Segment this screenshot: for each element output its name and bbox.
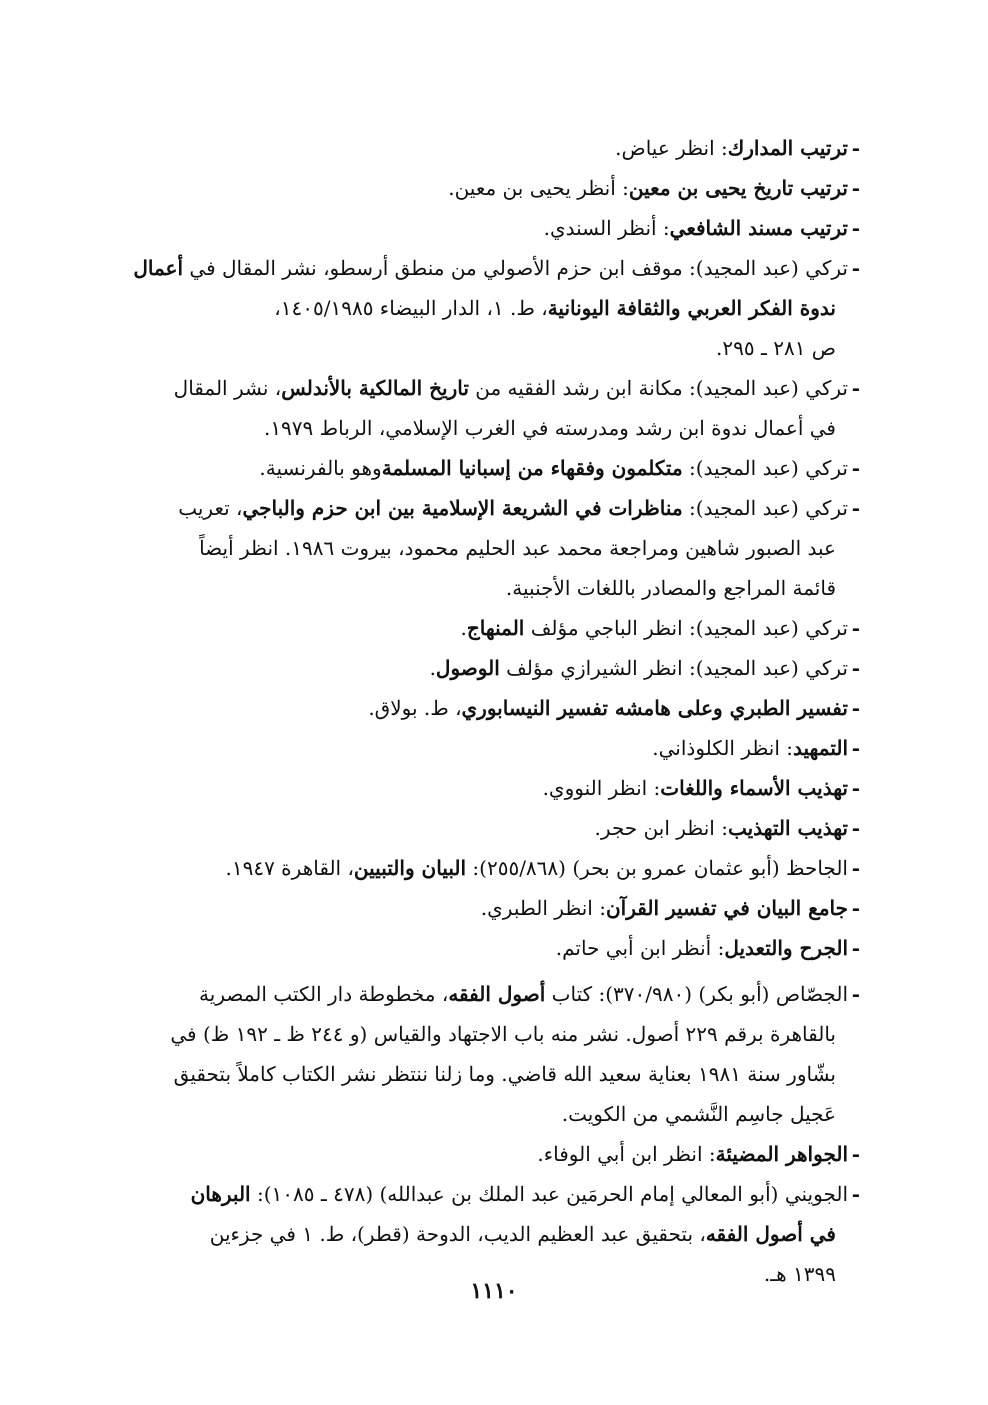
entry-text: : انظر عياض. (615, 136, 728, 160)
entry-title: تاريخ المالكية بالأندلس (281, 376, 469, 400)
entry-text: وهو بالفرنسية. (259, 456, 382, 480)
entry-line (95, 408, 848, 448)
page-number: ١١١٠ (470, 1278, 518, 1304)
entry-line (95, 808, 848, 848)
entry-line (95, 1134, 848, 1174)
entry-text: ، بتحقيق عبد العظيم الديب، الدوحة (قطر)، ط. ١ في جزءين (209, 1222, 706, 1246)
entry-line (95, 688, 848, 728)
entry-text: تركي (عبد المجيد): (682, 456, 848, 480)
entry-text: الجصّاص (أبو بكر) (٣٧٠/٩٨٠): كتاب (545, 982, 848, 1006)
entry-line (95, 488, 848, 528)
entry-line (95, 288, 848, 328)
bibliography-entry (95, 808, 860, 848)
entry-line (95, 1174, 848, 1214)
bibliography-entry (95, 248, 860, 368)
entry-text: ، ط. ١، الدار البيضاء ١٤٠٥/١٩٨٥، (274, 296, 548, 320)
bibliography-entry (95, 1174, 860, 1294)
entry-line (95, 648, 848, 688)
bibliography-entry (95, 928, 860, 968)
entry-text: الجاحظ (أبو عثمان عمرو بن بحر) (٢٥٥/٨٦٨): (466, 856, 848, 880)
entry-dash: ‐ (851, 256, 860, 280)
entry-title: تفسير الطبري وعلى هامشه تفسير النيسابوري (461, 696, 848, 720)
entry-dash: ‐ (851, 376, 860, 400)
entry-text: تركي (عبد المجيد): انظر الباجي مؤلف (524, 616, 848, 640)
entry-dash: ‐ (851, 856, 860, 880)
entry-title: التمهيد (793, 736, 848, 760)
entry-title: ترتيب مسند الشافعي (669, 216, 848, 240)
entry-title: الجرح والتعديل (724, 936, 848, 960)
entry-line (95, 328, 848, 368)
entry-text: عبد الصبور شاهين ومراجعة محمد عبد الحليم محمود، بيروت ١٩٨٦. انظر أيضاً (199, 536, 836, 560)
bibliography-entry (95, 608, 860, 648)
entry-line (95, 1014, 848, 1054)
entry-text: قائمة المراجع والمصادر باللغات الأجنبية. (505, 576, 836, 600)
entry-text: الجويني (أبو المعالي إمام الحرمَين عبد الملك بن عبدالله) (٤٧٨ ـ ١٠٨٥): (250, 1182, 848, 1206)
entry-title: المنهاج (466, 616, 525, 640)
entry-line (95, 974, 848, 1014)
entry-title: البيان والتبيين (353, 856, 467, 880)
entry-dash: ‐ (851, 736, 860, 760)
entry-dash: ‐ (851, 136, 860, 160)
bibliography-entry (95, 1134, 860, 1174)
entry-title: ترتيب المدارك (727, 136, 848, 160)
entry-dash: ‐ (851, 656, 860, 680)
entry-text: ص ٢٨١ ـ ٢٩٥. (716, 336, 836, 360)
entry-text: في أعمال ندوة ابن رشد ومدرسته في الغرب الإسلامي، الرباط ١٩٧٩. (263, 416, 836, 440)
entry-text: ، نشر المقال (173, 376, 282, 400)
bibliography-entry (95, 448, 860, 488)
bibliography-entry (95, 488, 860, 608)
entry-title: أعمال (133, 256, 184, 280)
entry-dash: ‐ (851, 696, 860, 720)
bibliography-entry (95, 728, 860, 768)
entry-text: بشّاور سنة ١٩٨١ بعناية سعيد الله قاضي. وما زلنا ننتظر نشر الكتاب كاملاً بتحقيق (173, 1062, 836, 1086)
bibliography-entry (95, 768, 860, 808)
entry-dash: ‐ (851, 982, 860, 1006)
entry-line (95, 128, 848, 168)
entry-line (95, 368, 848, 408)
entry-dash: ‐ (851, 176, 860, 200)
entry-text: تركي (عبد المجيد): (682, 496, 848, 520)
entry-dash: ‐ (851, 616, 860, 640)
entry-title: في أصول الفقه (705, 1222, 836, 1246)
bibliography-list (95, 128, 860, 1294)
entry-line (95, 608, 848, 648)
entry-title: ترتيب تاريخ يحيى بن معين (628, 176, 848, 200)
bibliography-entry (95, 168, 860, 208)
bibliography-entry (95, 368, 860, 448)
entry-text: : انظر الطبري. (480, 896, 606, 920)
entry-dash: ‐ (851, 936, 860, 960)
entry-line (95, 728, 848, 768)
bibliography-entry (95, 208, 860, 248)
entry-title: تهذيب التهذيب (727, 816, 848, 840)
entry-text: بالقاهرة برقم ٢٢٩ أصول. نشر منه باب الاجتهاد والقياس (و ٢٤٤ ظ ـ ١٩٢ ظ) في (170, 1022, 836, 1046)
entry-dash: ‐ (851, 896, 860, 920)
entry-title: متكلمون وفقهاء من إسبانيا المسلمة (381, 456, 683, 480)
entry-title: ندوة الفكر العربي والثقافة اليونانية (547, 296, 836, 320)
entry-text: ، ط. بولاق. (368, 696, 462, 720)
bibliography-entry (95, 688, 860, 728)
entry-dash: ‐ (851, 816, 860, 840)
entry-dash: ‐ (851, 1142, 860, 1166)
bibliography-entry (95, 848, 860, 888)
entry-line (95, 888, 848, 928)
entry-line (95, 248, 848, 288)
entry-text: تركي (عبد المجيد): موقف ابن حزم الأصولي من منطق أرسطو، نشر المقال في (183, 256, 848, 280)
entry-dash: ‐ (851, 776, 860, 800)
entry-text: : أنظر ابن أبي حاتم. (555, 936, 725, 960)
entry-text: ، مخطوطة دار الكتب المصرية (199, 982, 449, 1006)
entry-title: تهذيب الأسماء واللغات (660, 776, 848, 800)
entry-line (95, 848, 848, 888)
entry-line (95, 768, 848, 808)
entry-line (95, 168, 848, 208)
entry-text: تركي (عبد المجيد): انظر الشيرازي مؤلف (499, 656, 848, 680)
entry-dash: ‐ (851, 496, 860, 520)
entry-text: : انظر النووي. (542, 776, 661, 800)
bibliography-entry (95, 888, 860, 928)
entry-title: مناظرات في الشريعة الإسلامية بين ابن حزم والباجي (242, 496, 683, 520)
entry-text: : انظر ابن حجر. (594, 816, 728, 840)
entry-text: تركي (عبد المجيد): مكانة ابن رشد الفقيه من (468, 376, 848, 400)
entry-text: . (460, 616, 467, 640)
entry-line (95, 448, 848, 488)
bibliography-entry (95, 128, 860, 168)
bibliography-entry (95, 974, 860, 1134)
entry-line (95, 208, 848, 248)
entry-line (95, 1054, 848, 1094)
entry-title: الجواهر المضيئة (715, 1142, 848, 1166)
entry-dash: ‐ (851, 1182, 860, 1206)
entry-text: : انظر ابن أبي الوفاء. (537, 1142, 716, 1166)
entry-text: : انظر الكلوذاني. (652, 736, 793, 760)
entry-title: أصول الفقه (448, 982, 546, 1006)
entry-text: ، تعريب (178, 496, 243, 520)
bibliography-entry (95, 648, 860, 688)
entry-dash: ‐ (851, 216, 860, 240)
entry-line (95, 528, 848, 568)
entry-line (95, 928, 848, 968)
entry-title: جامع البيان في تفسير القرآن (605, 896, 848, 920)
entry-title: البرهان (190, 1182, 251, 1206)
entry-text: : أنظر يحيى بن معين. (448, 176, 629, 200)
entry-line (95, 1214, 848, 1254)
entry-dash: ‐ (851, 456, 860, 480)
entry-line (95, 1094, 848, 1134)
entry-text: ١٣٩٩ هـ. (763, 1262, 836, 1286)
entry-text: عَجيل جاسِم النَّشمي من الكويت. (561, 1102, 836, 1126)
entry-line (95, 568, 848, 608)
entry-title: الوصول (435, 656, 500, 680)
entry-text: : أنظر السندي. (543, 216, 670, 240)
entry-text: ، القاهرة ١٩٤٧. (225, 856, 354, 880)
entry-text: . (429, 656, 436, 680)
